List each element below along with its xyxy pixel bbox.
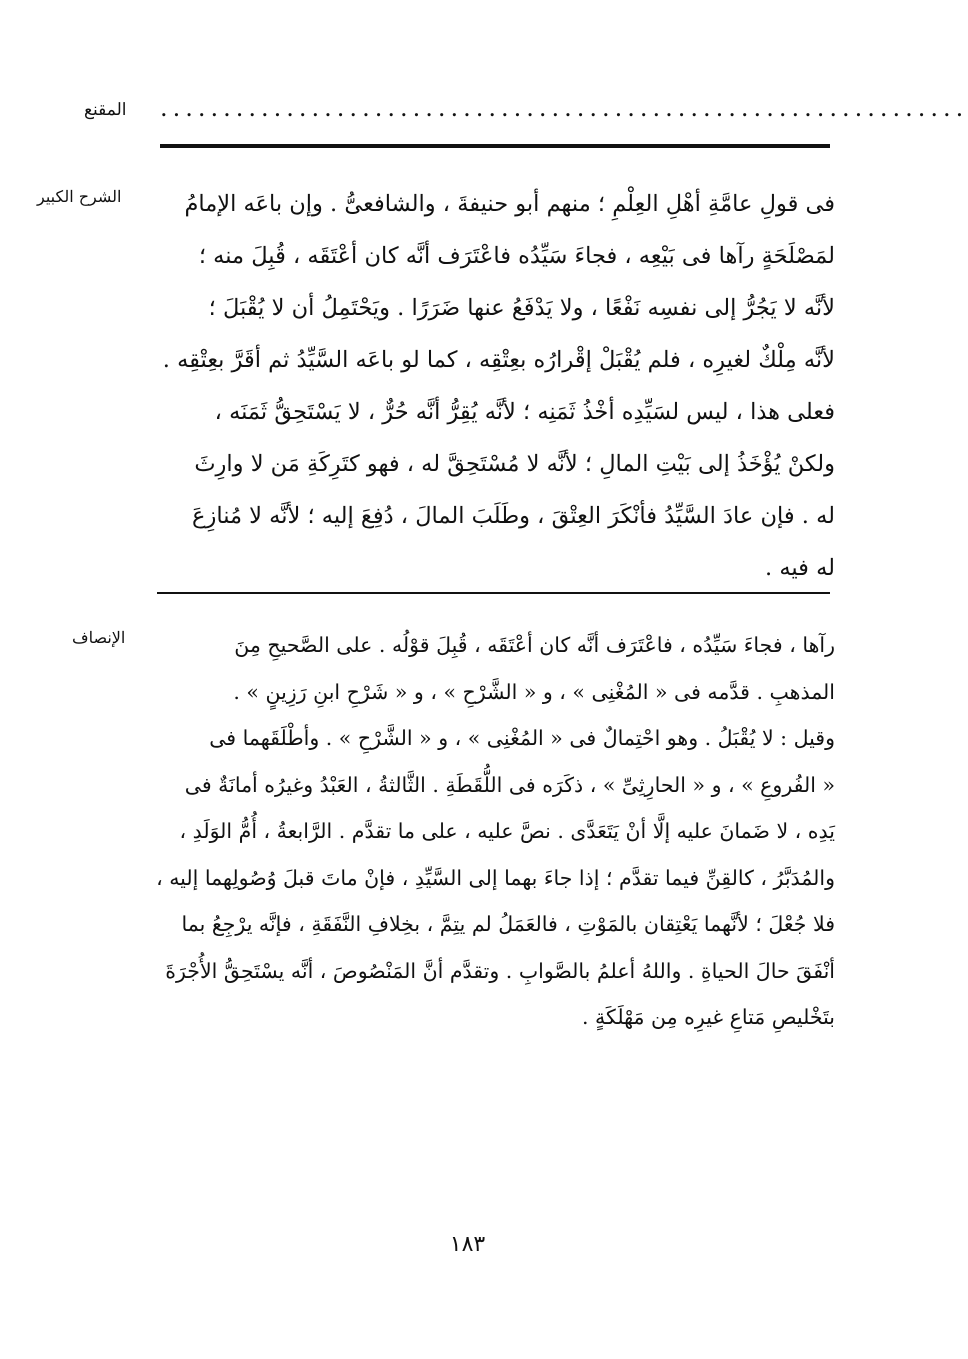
section-label-insaf: الإنصاف — [72, 628, 126, 647]
text-line: والمُدَبَّرُ ، كالقِنِّ فيما تقدَّم ؛ إذا جاءَ بهما إلى السَّيِّدِ ، فإنْ ماتَ قبلَ وُصُولِهما إليه ، — [156, 865, 835, 890]
insaf-text-block — [155, 622, 835, 1041]
text-line: وقيل : لا يُقْبَلُ . وهو احْتِمالٌ فى « المُغْنِى » ، و « الشَّرْحِ » . وأطْلَقَهما فى — [209, 726, 835, 750]
text-line: لأنَّه لا يَجُرُّ إلى نفسِه نَفْعًا ، ولا يَدْفَعُ عنها ضَرَرًا . ويَحْتَمِلُ أن لا يُقْبَلَ ؛ — [208, 295, 835, 321]
text-line: رآها ، فجاءَ سَيِّدُه ، فاعْتَرَف أنَّه كان أعْتَقَه ، قُبِلَ قوْلُه . على الصَّحيحِ مِنَ — [234, 633, 835, 657]
text-line: فعلى هذا ، ليس لسَيِّدِه أخْذُ ثَمَنِه ؛ لأنَّه يُقِرُّ أنَّه حُرٌّ ، لا يَسْتَحِقُّ ثَمَنَه ، — [214, 399, 835, 425]
section-divider — [157, 592, 830, 594]
text-line: ولكنْ يُؤْخَذُ إلى بَيْتِ المالِ ؛ لأنَّه لا مُسْتَحِقَّ له ، فهو كتَرِكَةِ مَن لا وارِثَ — [194, 451, 835, 477]
text-line: لأنَّه مِلْكٌ لغيرِه ، فلم يُقْبَلْ إقْرارُه بعِتْقِه ، كما لو باعَه السَّيِّدُ ثم أقَرَّ بعِتْقِه . — [162, 347, 835, 373]
text-line: فى قولِ عامَّةِ أهْلِ العِلْمِ ؛ منهم أبو حنيفةَ ، والشافعىُّ . وإن باعَه الإمامُ — [184, 191, 835, 217]
header-rule — [160, 144, 830, 148]
text-line: فلا جُعْلَ ؛ لأنَّهما يَعْتِقان بالمَوْتِ ، فالعَمَلُ لم يتِمَّ ، بخِلافِ النَّفَقَةِ ، فإنَّه يرْجِعُ بما — [181, 912, 835, 936]
text-line: « الفُروعِ » ، و « الحارِثِىِّ » ، ذكَرَه فى اللُّقَطَةِ . الثَّالثةُ ، العَبْدُ وغيرُه أمانَةٌ فى — [184, 772, 835, 797]
text-line: بتَخْليصِ مَتاعِ غيرِه مِن مَهْلَكَةٍ . — [581, 1005, 835, 1029]
text-line: له . فإن عادَ السَّيِّدُ فأنْكَرَ العِتْقَ ، وطَلَبَ المالَ ، دُفِعَ إليه ؛ لأنَّه لا مُنازِعَ — [192, 503, 835, 529]
text-line: يَدِه ، لا ضَمانَ عليه إلَّا أنْ يَتَعَدَّى . نصَّ عليه ، على ما تقدَّم . الرَّابعةُ ، أُمُّ الوَلَدِ ، — [179, 819, 835, 843]
book-title: المقنع — [84, 100, 127, 120]
text-line: المذهبِ . قدَّمه فى « المُغْنِى » ، و « الشَّرْحِ » ، و « شَرْحِ ابنِ رَزِينٍ » . — [233, 679, 835, 704]
section-label-sharh: الشرح الكبير — [37, 187, 122, 206]
dotted-leader: ................................................................ — [160, 94, 968, 122]
page-number: ١٨٣ — [449, 1232, 486, 1257]
text-line: لمَصْلَحَةٍ رآها فى بَيْعِه ، فجاءَ سَيِّدُه فاعْتَرَف أنَّه كان أعْتَقَه ، قُبِلَ منه ؛ — [198, 243, 835, 269]
text-line: له فيه . — [765, 555, 835, 581]
sharh-text-block — [155, 178, 835, 594]
text-line: أنْفَقَ حالَ الحياةِ . واللهُ أعلمُ بالصَّوابِ . وتقدَّم أنَّ المَنْصُوصَ ، أنَّه يسْتَحِقُّ الأُجْرَةَ — [165, 958, 835, 983]
